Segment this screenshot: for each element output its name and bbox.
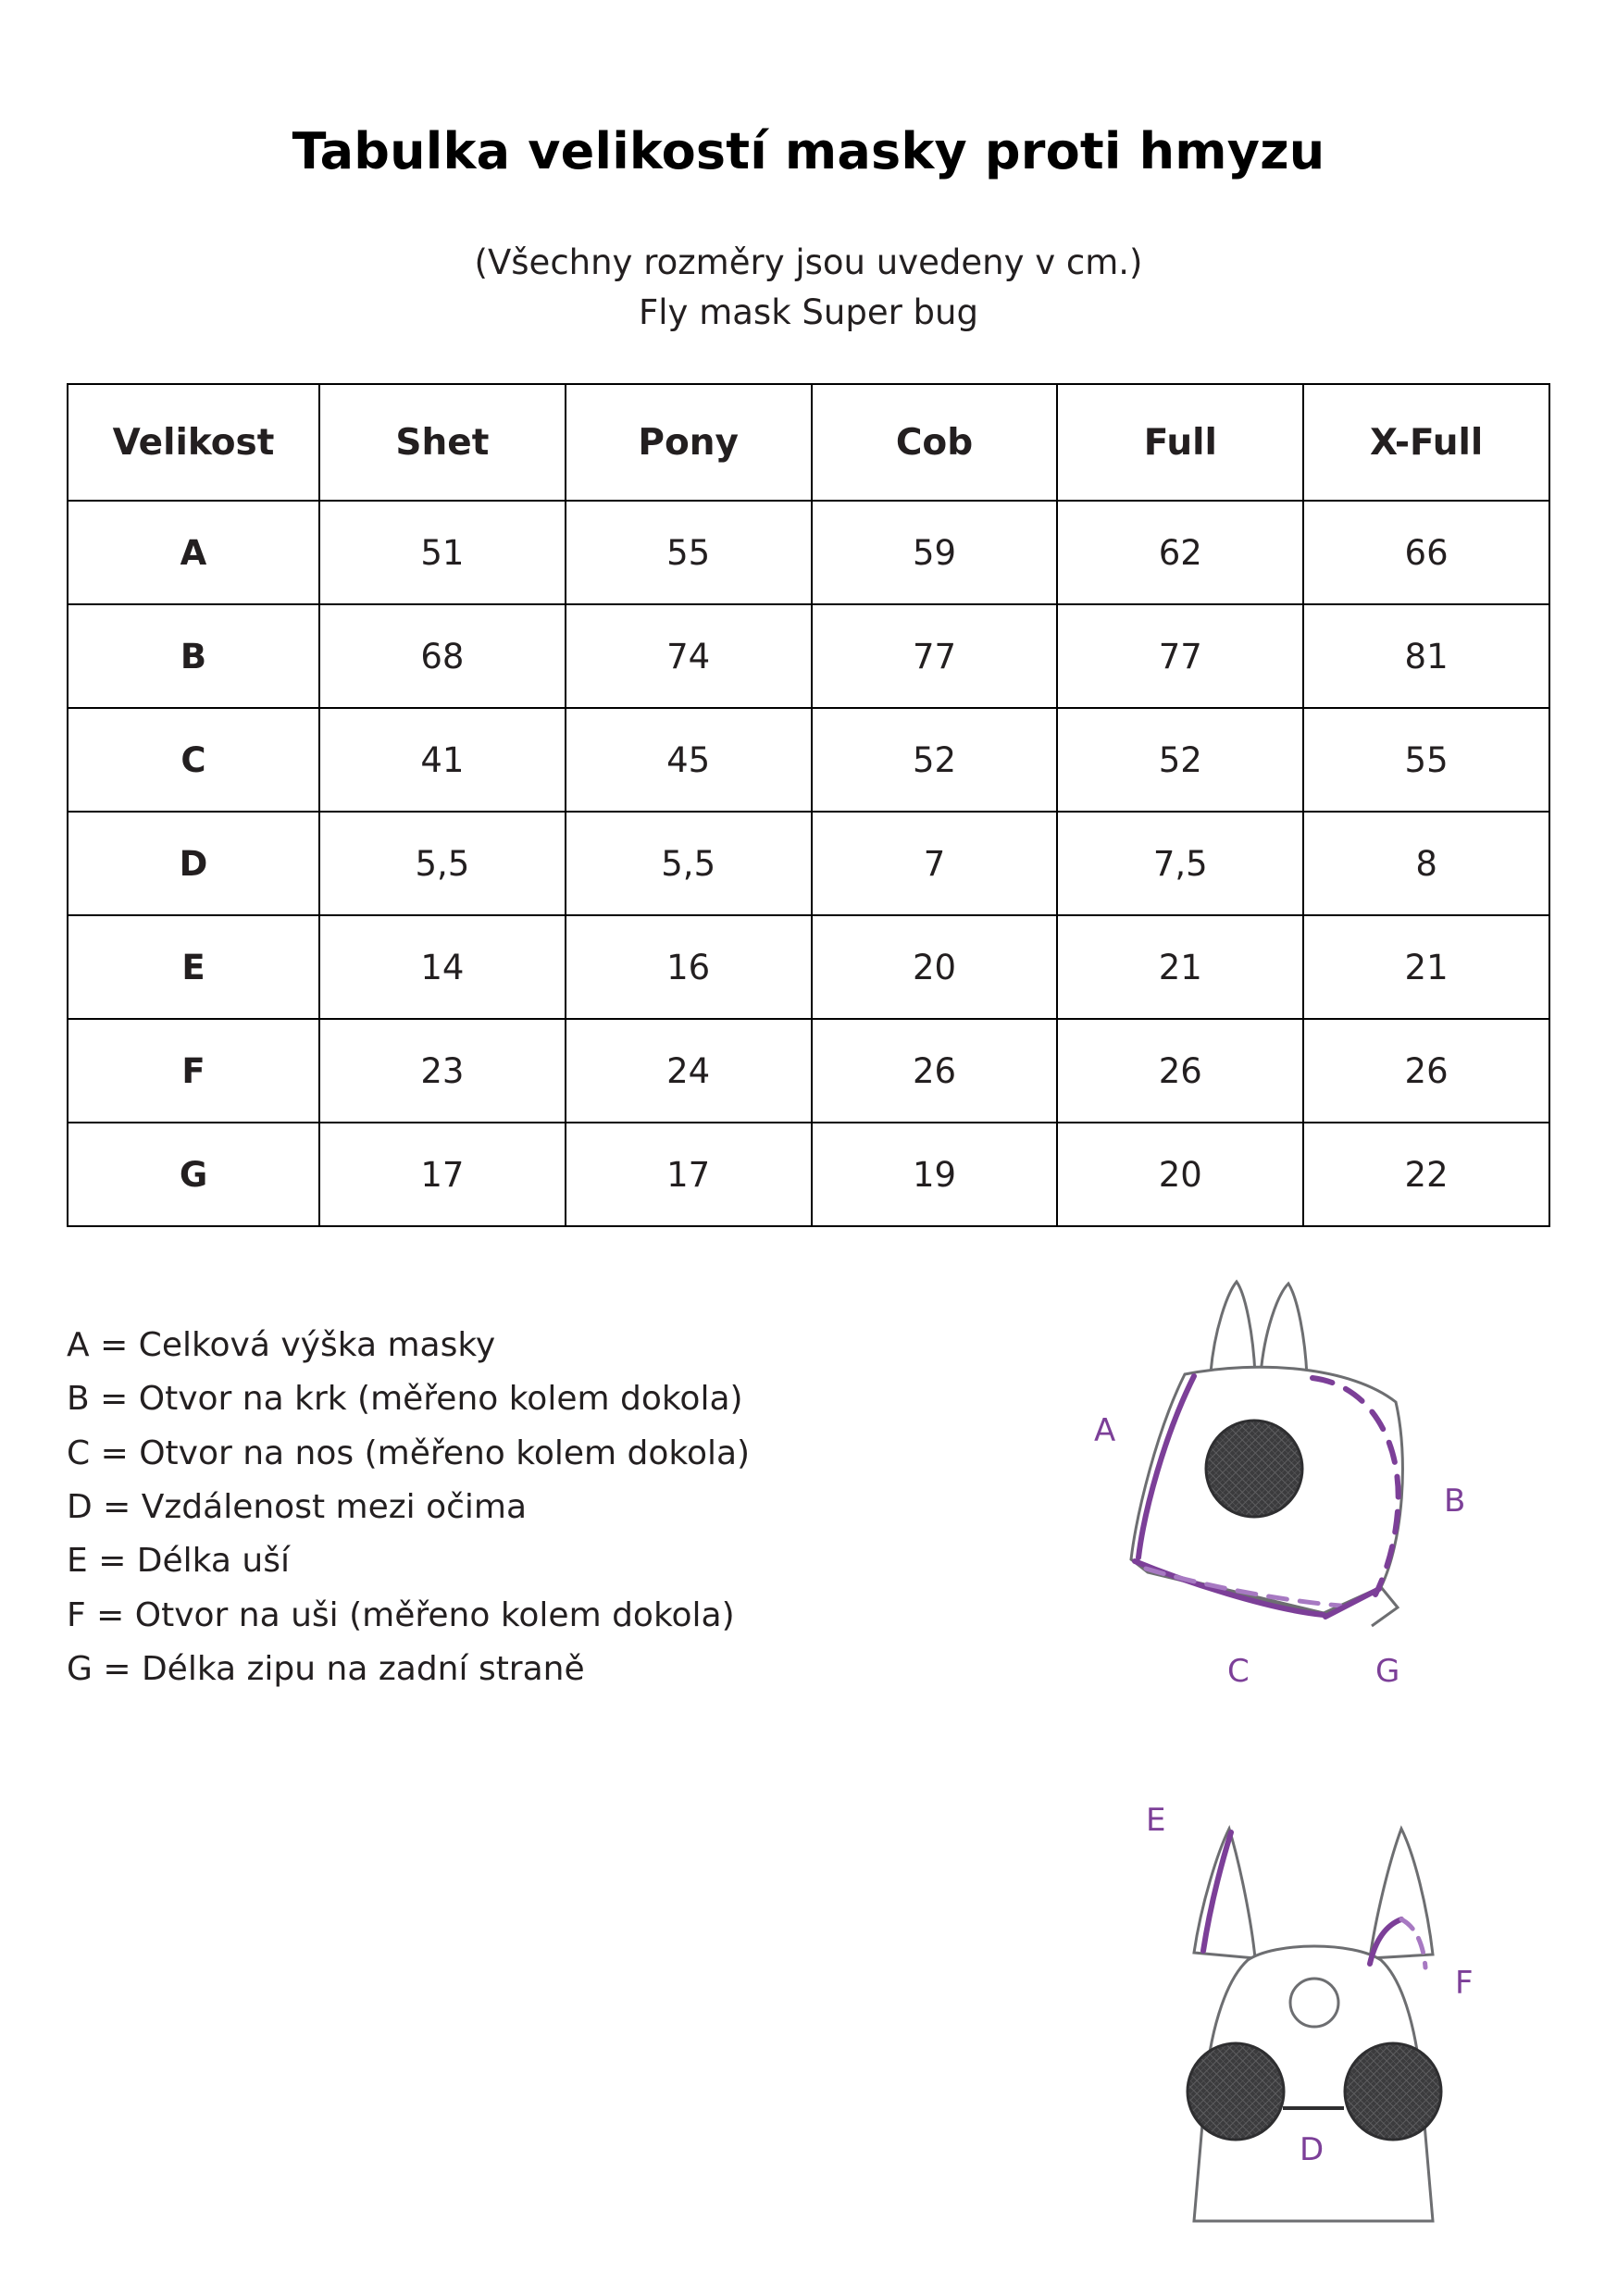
column-header-velikost: Velikost bbox=[68, 384, 319, 501]
cell-value: 62 bbox=[1057, 501, 1303, 604]
diagram-label-g: G bbox=[1375, 1653, 1400, 1690]
ear-left-shape bbox=[1211, 1282, 1255, 1374]
cell-value: 45 bbox=[566, 708, 812, 812]
cell-value: 74 bbox=[566, 604, 812, 708]
forehead-marker bbox=[1290, 1979, 1338, 2027]
cell-value: 5,5 bbox=[319, 812, 566, 915]
table-row bbox=[68, 1123, 1549, 1226]
cell-value: 20 bbox=[812, 915, 1058, 1019]
cell-value: 14 bbox=[319, 915, 566, 1019]
cell-value: 52 bbox=[812, 708, 1058, 812]
eye-mesh-right bbox=[1345, 2043, 1441, 2140]
cell-value: 7 bbox=[812, 812, 1058, 915]
cell-value: 8 bbox=[1303, 812, 1549, 915]
eye-mesh-left bbox=[1188, 2043, 1284, 2140]
cell-value: 7,5 bbox=[1057, 812, 1303, 915]
table-header-row bbox=[68, 384, 1549, 501]
row-label: A bbox=[68, 501, 319, 604]
diagram-label-f: F bbox=[1455, 1965, 1474, 2002]
table-row bbox=[68, 915, 1549, 1019]
legend-item-b: B = Otvor na krk (měřeno kolem dokola) bbox=[67, 1380, 743, 1419]
row-label: F bbox=[68, 1019, 319, 1123]
cell-value: 17 bbox=[319, 1123, 566, 1226]
cell-value: 26 bbox=[1057, 1019, 1303, 1123]
column-header-xfull: X-Full bbox=[1303, 384, 1549, 501]
cell-value: 66 bbox=[1303, 501, 1549, 604]
cell-value: 55 bbox=[566, 501, 812, 604]
cell-value: 21 bbox=[1303, 915, 1549, 1019]
table-row bbox=[68, 1019, 1549, 1123]
table-row bbox=[68, 708, 1549, 812]
cell-value: 21 bbox=[1057, 915, 1303, 1019]
diagram-label-a: A bbox=[1094, 1412, 1116, 1449]
legend-item-f: F = Otvor na uši (měřeno kolem dokola) bbox=[67, 1595, 735, 1634]
row-label: E bbox=[68, 915, 319, 1019]
legend-item-g: G = Délka zipu na zadní straně bbox=[67, 1649, 585, 1688]
cell-value: 24 bbox=[566, 1019, 812, 1123]
diagram-label-d: D bbox=[1300, 2131, 1325, 2168]
row-label: C bbox=[68, 708, 319, 812]
cell-value: 20 bbox=[1057, 1123, 1303, 1226]
cell-value: 17 bbox=[566, 1123, 812, 1226]
cell-value: 23 bbox=[319, 1019, 566, 1123]
cell-value: 51 bbox=[319, 501, 566, 604]
ear-right-shape bbox=[1261, 1284, 1307, 1376]
legend-item-a: A = Celková výška masky bbox=[67, 1326, 496, 1364]
cell-value: 16 bbox=[566, 915, 812, 1019]
row-label: D bbox=[68, 812, 319, 915]
subtitle-block bbox=[0, 238, 1617, 337]
column-header-pony: Pony bbox=[566, 384, 812, 501]
diagram-label-b: B bbox=[1444, 1483, 1466, 1520]
page-title: Tabulka velikostí masky proti hmyzu bbox=[292, 122, 1325, 180]
cell-value: 41 bbox=[319, 708, 566, 812]
measurement-legend bbox=[67, 1319, 955, 1696]
diagram-label-e: E bbox=[1146, 1802, 1166, 1839]
row-label: B bbox=[68, 604, 319, 708]
legend-item-e: E = Délka uší bbox=[67, 1542, 290, 1581]
column-header-shet: Shet bbox=[319, 384, 566, 501]
eye-mesh-patch bbox=[1206, 1421, 1302, 1517]
legend-item-d: D = Vzdálenost mezi očima bbox=[67, 1487, 528, 1526]
size-table bbox=[67, 383, 1550, 1227]
cell-value: 26 bbox=[1303, 1019, 1549, 1123]
legend-item-c: C = Otvor na nos (měřeno kolem dokola) bbox=[67, 1433, 751, 1472]
column-header-cob: Cob bbox=[812, 384, 1058, 501]
cell-value: 22 bbox=[1303, 1123, 1549, 1226]
cell-value: 5,5 bbox=[566, 812, 812, 915]
diagram-label-c: C bbox=[1227, 1653, 1250, 1690]
cell-value: 68 bbox=[319, 604, 566, 708]
cell-value: 77 bbox=[1057, 604, 1303, 708]
cell-value: 26 bbox=[812, 1019, 1058, 1123]
row-label: G bbox=[68, 1123, 319, 1226]
cell-value: 19 bbox=[812, 1123, 1058, 1226]
cell-value: 81 bbox=[1303, 604, 1549, 708]
table-row bbox=[68, 812, 1549, 915]
subtitle-product: Fly mask Super bug bbox=[639, 292, 978, 332]
column-header-full: Full bbox=[1057, 384, 1303, 501]
subtitle-units: (Všechny rozměry jsou uvedeny v cm.) bbox=[474, 242, 1143, 282]
cell-value: 59 bbox=[812, 501, 1058, 604]
cell-value: 52 bbox=[1057, 708, 1303, 812]
cell-value: 55 bbox=[1303, 708, 1549, 812]
size-table-wrapper bbox=[67, 383, 1550, 1227]
table-row bbox=[68, 501, 1549, 604]
fly-mask-front-view-diagram bbox=[1092, 1786, 1573, 2267]
cell-value: 77 bbox=[812, 604, 1058, 708]
fly-mask-side-view-diagram bbox=[1046, 1263, 1583, 1781]
table-row bbox=[68, 604, 1549, 708]
